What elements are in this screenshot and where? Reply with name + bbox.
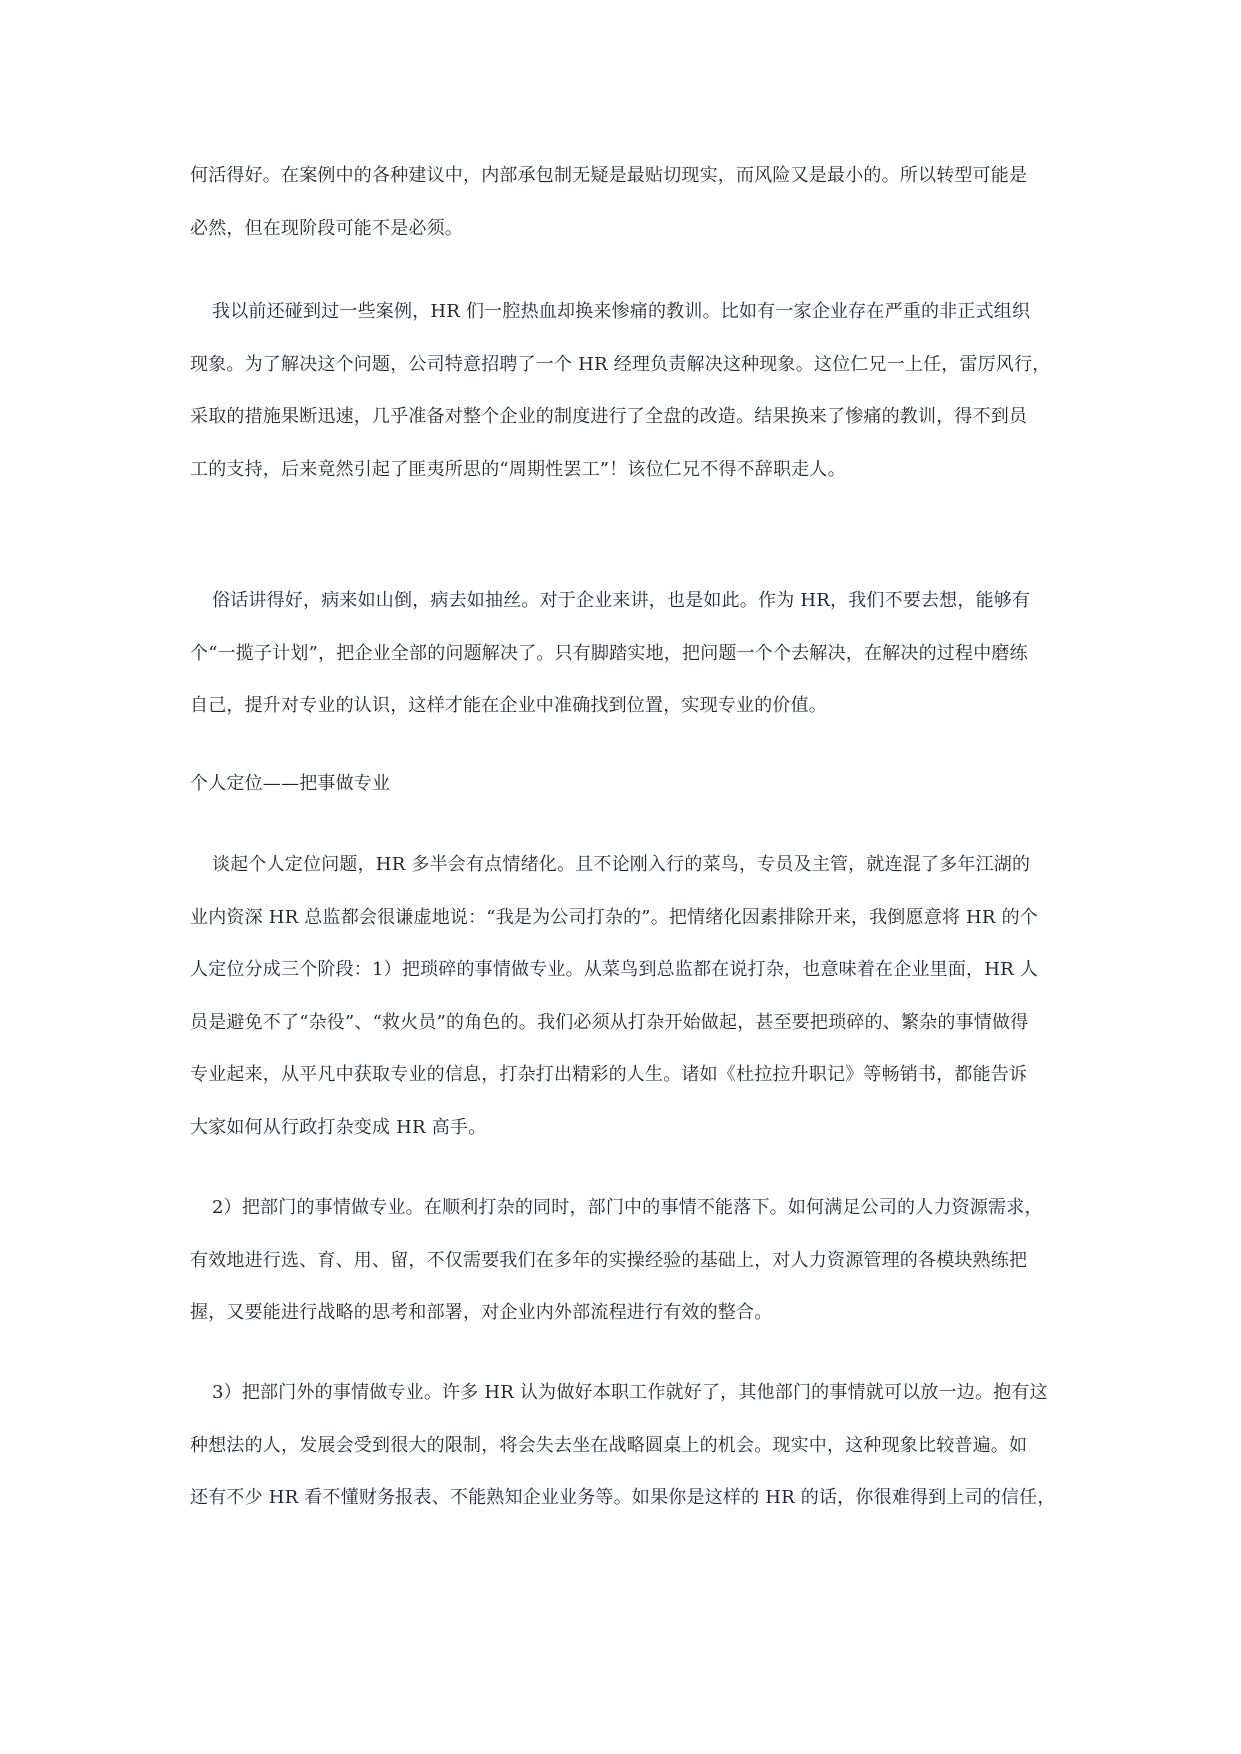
text-line: 人定位分成三个阶段：1）把琐碎的事情做专业。从菜鸟到总监都在说打杂，也意味着在企业里面，HR 人 [190,959,1039,980]
text-line: 种想法的人，发展会受到很大的限制，将会失去坐在战略圆桌上的机会。现实中，这种现象比较普遍。如 [190,1435,1028,1456]
text-line: 工的支持，后来竟然引起了匪夷所思的“周期性罢工”！该位仁兄不得不辞职走人。 [190,459,846,480]
text-line: 握，又要能进行战略的思考和部署，对企业内外部流程进行有效的整合。 [190,1302,773,1323]
text-line: 我以前还碰到过一些案例，HR 们一腔热血却换来惨痛的教训。比如有一家企业存在严重的非正式组织 [212,301,1031,322]
text-line: 大家如何从行政打杂变成 HR 高手。 [190,1117,487,1138]
text-line: 自己，提升对专业的认识，这样才能在企业中准确找到位置，实现专业的价值。 [190,695,827,716]
text-line: 何活得好。在案例中的各种建议中，内部承包制无疑是最贴切现实，而风险又是最小的。所以转型可能是 [190,165,1028,186]
text-line: 专业起来，从平凡中获取专业的信息，打杂打出精彩的人生。诸如《杜拉拉升职记》等畅销书，都能告诉 [190,1064,1028,1085]
text-line: 个“一揽子计划”，把企业全部的问题解决了。只有脚踏实地，把问题一个个去解决，在解决的过程中磨练 [190,643,1028,664]
text-line: 3）把部门外的事情做专业。许多 HR 认为做好本职工作就好了，其他部门的事情就可以放一边。抱有这 [212,1382,1048,1403]
section-heading: 个人定位——把事做专业 [190,773,391,794]
text-line: 员是避免不了“杂役”、“救火员”的角色的。我们必须从打杂开始做起，甚至要把琐碎的、繁杂的事情做得 [190,1012,1029,1033]
text-line: 必然，但在现阶段可能不是必须。 [190,218,463,239]
text-line: 业内资深 HR 总监都会很谦虚地说：“我是为公司打杂的”。把情绪化因素排除开来，我倒愿意将 HR 的个 [190,907,1038,928]
text-line: 有效地进行选、育、用、留，不仅需要我们在多年的实操经验的基础上，对人力资源管理的各模块熟练把 [190,1250,1028,1271]
text-line: 还有不少 HR 看不懂财务报表、不能熟知企业业务等。如果你是这样的 HR 的话，你很难得到上司的信任， [190,1487,1056,1508]
text-line: 谈起个人定位问题，HR 多半会有点情绪化。且不论刚入行的菜鸟，专员及主管，就连混了多年江湖的 [212,854,1031,875]
text-line: 俗话讲得好，病来如山倒，病去如抽丝。对于企业来讲，也是如此。作为 HR，我们不要去想，能够有 [212,590,1031,611]
text-line: 2）把部门的事情做专业。在顺利打杂的同时，部门中的事情不能落下。如何满足公司的人力资源需求， [212,1197,1043,1218]
text-line: 现象。为了解决这个问题，公司特意招聘了一个 HR 经理负责解决这种现象。这位仁兄一上任，雷厉风行， [190,354,1051,375]
text-line: 采取的措施果断迅速，几乎准备对整个企业的制度进行了全盘的改造。结果换来了惨痛的教训，得不到员 [190,406,1028,427]
